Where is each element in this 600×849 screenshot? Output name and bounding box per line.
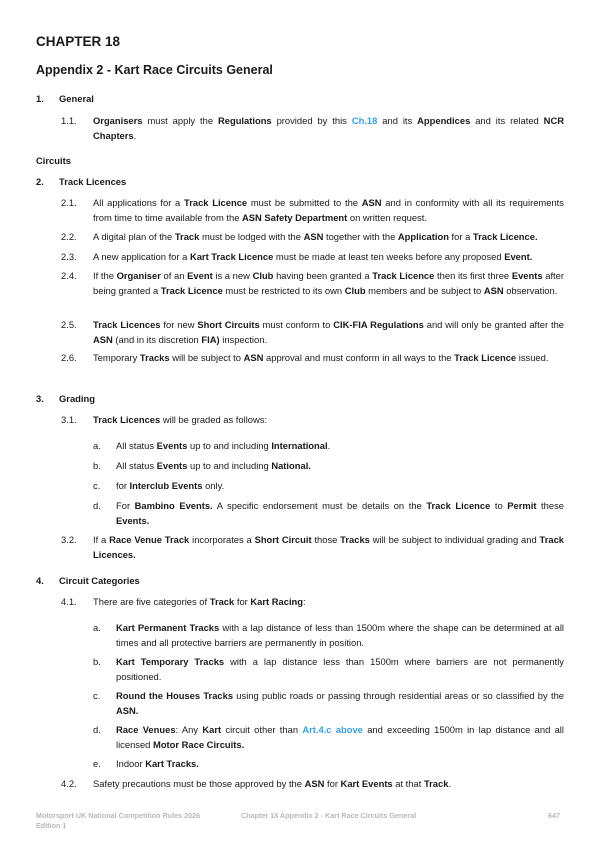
clause-4-2: 4.2. Safety precautions must be those approved by the ASN for Kart Events at that Track. — [61, 777, 564, 792]
sub-letter: d. — [93, 500, 101, 511]
section-number: 4. — [36, 575, 44, 586]
art-4-c-link[interactable]: Art.4.c above — [302, 724, 363, 735]
clause-2-6: 2.6. Temporary Tracks will be subject to ASN approval and must conform in all ways to the Track Licence issued. — [61, 351, 564, 366]
sub-letter: a. — [93, 622, 101, 633]
clause-number: 2.2. — [61, 231, 77, 242]
clause-number: 4.2. — [61, 778, 77, 789]
sub-letter: b. — [93, 656, 101, 667]
section-title: Grading — [59, 393, 95, 404]
clause-number: 2.4. — [61, 270, 77, 281]
clause-1-1: 1.1. Organisers must apply the Regulations provided by this Ch.18 and its Appendices and its related NCR Chapters. — [61, 115, 564, 141]
clause-4-1: 4.1. There are five categories of Track for Kart Racing: — [61, 595, 564, 610]
clause-2-1: 2.1. All applications for a Track Licence must be submitted to the ASN and in conformity with all its requirements from time to time available from the ASN Safety Department on written request. — [61, 197, 564, 223]
clause-2-5: 2.5. Track Licences for new Short Circuits must conform to CIK-FIA Regulations and will only be granted after the ASN (and in its discretion FIA) inspection. — [61, 319, 565, 345]
sub-letter: a. — [93, 440, 101, 451]
section-2-heading — [36, 176, 126, 187]
clause-number: 2.6. — [61, 352, 77, 363]
section-1-heading — [36, 93, 94, 104]
clause-number: 2.3. — [61, 251, 77, 262]
circuits-heading: Circuits — [36, 155, 71, 166]
clause-4-1-b: b. Kart Temporary Tracks with a lap distance less than 1500m where barriers are not permanently positioned. — [93, 656, 564, 682]
clause-3-1-d: d. For Bambino Events. A specific endorsement must be details on the Track Licence to Permit these Events. — [93, 500, 564, 526]
section-title: Circuit Categories — [59, 575, 140, 586]
clause-3-1-c: c. for Interclub Events only. — [93, 479, 564, 494]
footer-page-number: 647 — [548, 811, 560, 820]
clause-4-1-c: c. Round the Houses Tracks using public roads or passing through residential areas or so classified by the ASN. — [93, 690, 564, 716]
clause-2-4: 2.4. If the Organiser of an Event is a new Club having been granted a Track Licence then its first three Events after being granted a Track Licence must be restricted to its own Club members and be subject to ASN observation. — [61, 270, 564, 296]
clause-number: 2.1. — [61, 197, 77, 208]
appendix-title: Appendix 2 - Kart Race Circuits General — [36, 63, 273, 77]
sub-letter: c. — [93, 480, 101, 491]
sub-letter: e. — [93, 758, 101, 769]
clause-4-1-d: d. Race Venues: Any Kart circuit other than Art.4.c above and exceeding 1500m in lap distance and all licensed Motor Race Circuits. — [93, 724, 564, 750]
sub-letter: b. — [93, 460, 101, 471]
footer-chapter: Chapter 18 Appendix 2 - Kart Race Circuits General — [241, 811, 417, 820]
clause-3-1: 3.1. Track Licences will be graded as follows: — [61, 413, 564, 428]
clause-3-1-a: a. All status Events up to and including International. — [93, 439, 564, 454]
clause-number: 3.1. — [61, 414, 77, 425]
clause-number: 1.1. — [61, 115, 77, 126]
clause-number: 3.2. — [61, 534, 77, 545]
section-number: 1. — [36, 93, 44, 104]
ch18-link[interactable]: Ch.18 — [351, 115, 378, 126]
clause-4-1-e: e. Indoor Kart Tracks. — [93, 757, 564, 772]
sub-letter: c. — [93, 690, 101, 701]
section-number: 2. — [36, 176, 44, 187]
clause-number: 4.1. — [61, 596, 77, 607]
clause-3-1-b: b. All status Events up to and including National. — [93, 459, 564, 474]
footer-edition: Edition 1 — [36, 821, 67, 830]
footer-publication — [36, 811, 200, 831]
clause-4-1-a: a. Kart Permanent Tracks with a lap distance of less than 1500m where the shape can be determined at all times and all protective barriers are permanently in position. — [93, 622, 564, 648]
section-3-heading — [36, 393, 95, 404]
chapter-heading: CHAPTER 18 — [36, 34, 121, 49]
clause-number: 2.5. — [61, 319, 77, 330]
section-4-heading — [36, 575, 140, 586]
section-number: 3. — [36, 393, 44, 404]
sub-letter: d. — [93, 724, 101, 735]
clause-2-2: 2.2. A digital plan of the Track must be lodged with the ASN together with the Application for a Track Licence. — [61, 230, 564, 245]
clause-2-3: 2.3. A new application for a Kart Track Licence must be made at least ten weeks before any proposed Event. — [61, 250, 564, 265]
clause-3-2: 3.2. If a Race Venue Track incorporates a Short Circuit those Tracks will be subject to individual grading and Track Licences. — [61, 534, 564, 560]
section-title: General — [59, 93, 94, 104]
section-title: Track Licences — [59, 176, 127, 187]
footer-title: Motorsport UK National Competition Rules 2026 — [36, 811, 201, 820]
